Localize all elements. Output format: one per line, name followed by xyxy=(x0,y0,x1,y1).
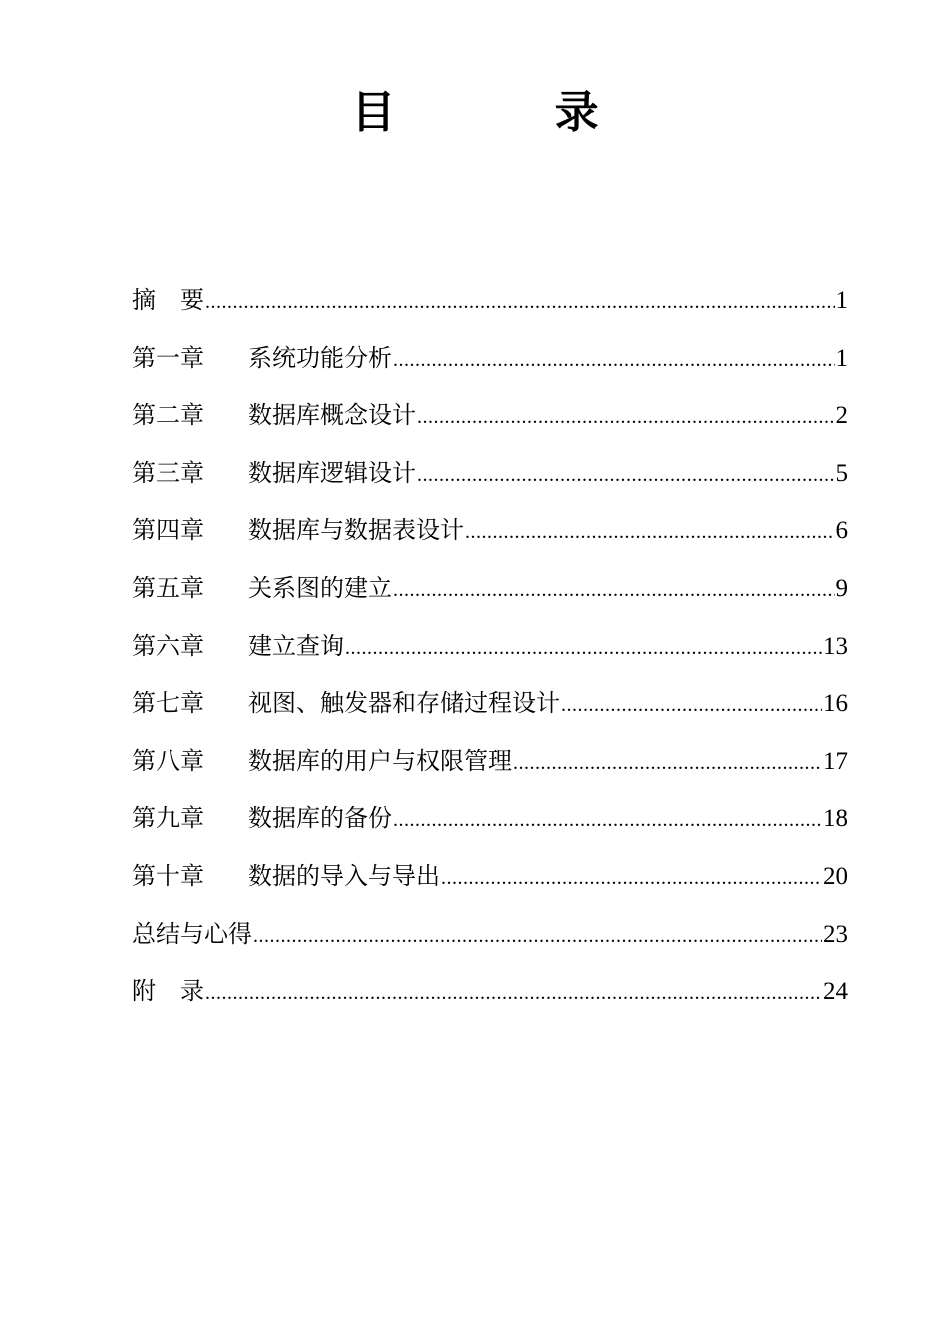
toc-page-number: 6 xyxy=(835,517,848,545)
toc-entry[interactable] xyxy=(132,741,848,799)
toc-page-number: 18 xyxy=(823,805,848,833)
toc-entry[interactable] xyxy=(132,626,848,684)
toc-entry-title: 数据的导入与导出 xyxy=(248,861,440,890)
toc-page-number: 1 xyxy=(835,344,848,372)
toc-page-number: 20 xyxy=(823,862,848,890)
toc-page-number: 24 xyxy=(823,978,848,1006)
toc-entry[interactable] xyxy=(132,338,848,396)
toc-entry-title: 附 录 xyxy=(132,977,204,1006)
toc-entry-title: 数据库的备份 xyxy=(248,804,392,833)
toc-dot-leader xyxy=(205,973,822,1013)
toc-chapter-number: 第二章 xyxy=(132,401,204,430)
toc-dot-leader xyxy=(205,282,835,322)
toc-entry-title: 摘 要 xyxy=(132,286,204,314)
toc-entry-title: 数据库与数据表设计 xyxy=(248,516,464,545)
toc-entry[interactable] xyxy=(132,568,848,626)
toc-entry[interactable] xyxy=(132,971,848,1029)
toc-entry-title: 数据库的用户与权限管理 xyxy=(248,746,512,775)
toc-chapter-number: 第八章 xyxy=(132,746,204,775)
toc-dot-leader xyxy=(393,570,835,610)
table-of-contents xyxy=(132,280,848,1029)
toc-entry-title: 总结与心得 xyxy=(132,919,252,948)
toc-page-number: 9 xyxy=(835,574,848,602)
toc-dot-leader xyxy=(417,455,835,495)
toc-entry[interactable] xyxy=(132,453,848,511)
toc-page-number: 17 xyxy=(823,747,848,775)
toc-entry[interactable] xyxy=(132,280,848,338)
toc-dot-leader xyxy=(345,628,822,668)
toc-chapter-number: 第四章 xyxy=(132,516,204,545)
toc-entry[interactable] xyxy=(132,395,848,453)
toc-chapter-number: 第十章 xyxy=(132,861,204,890)
toc-dot-leader xyxy=(417,397,835,437)
toc-dot-leader xyxy=(513,743,822,783)
toc-dot-leader xyxy=(561,685,822,725)
toc-entry-title: 数据库概念设计 xyxy=(248,401,416,430)
toc-entry[interactable] xyxy=(132,798,848,856)
toc-page-number: 23 xyxy=(823,920,848,948)
toc-chapter-number: 第七章 xyxy=(132,689,204,718)
toc-entry[interactable] xyxy=(132,683,848,741)
toc-chapter-number: 第五章 xyxy=(132,573,204,602)
toc-chapter-number: 第一章 xyxy=(132,343,204,372)
toc-entry-title: 关系图的建立 xyxy=(248,573,392,602)
toc-chapter-number: 第九章 xyxy=(132,804,204,833)
toc-dot-leader xyxy=(441,858,822,898)
toc-entry[interactable] xyxy=(132,510,848,568)
toc-entry[interactable] xyxy=(132,914,848,972)
toc-chapter-number: 第三章 xyxy=(132,458,204,487)
toc-dot-leader xyxy=(253,916,822,956)
toc-chapter-number: 第六章 xyxy=(132,631,204,660)
toc-page-number: 13 xyxy=(823,632,848,660)
toc-dot-leader xyxy=(393,340,835,380)
toc-page-number: 1 xyxy=(835,287,848,314)
page-title: 目 录 xyxy=(351,87,671,138)
toc-page-number: 5 xyxy=(835,459,848,487)
toc-entry-title: 数据库逻辑设计 xyxy=(248,458,416,487)
toc-dot-leader xyxy=(393,800,822,840)
toc-page-number: 16 xyxy=(823,690,848,718)
toc-dot-leader xyxy=(465,512,835,552)
toc-entry[interactable] xyxy=(132,856,848,914)
toc-entry-title: 视图、触发器和存储过程设计 xyxy=(248,689,560,718)
toc-page-number: 2 xyxy=(835,402,848,430)
toc-entry-title: 建立查询 xyxy=(248,631,344,660)
toc-entry-title: 系统功能分析 xyxy=(248,343,392,372)
